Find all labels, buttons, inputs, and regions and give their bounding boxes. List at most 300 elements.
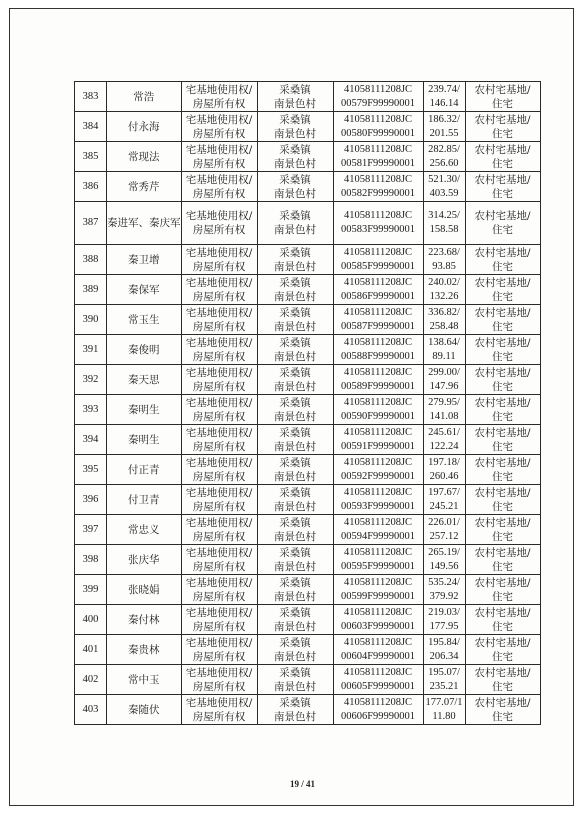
land-usage-line: 农村宅基地/ xyxy=(474,276,531,289)
location-line: 采桑镇 xyxy=(279,606,311,619)
unit-code-line: 41058111208JC xyxy=(343,516,413,528)
location-line: 南景色村 xyxy=(274,680,316,693)
location-cell xyxy=(257,695,333,725)
unit-code-line: 41058111208JC xyxy=(343,173,413,185)
unit-code-line: 41058111208JC xyxy=(343,576,413,588)
land-usage-line: 住宅 xyxy=(492,410,513,423)
land-usage-line: 住宅 xyxy=(492,650,513,663)
location-line: 采桑镇 xyxy=(279,306,311,319)
land-usage-line: 住宅 xyxy=(492,350,513,363)
row-number-cell: 401 xyxy=(75,635,107,665)
area-line: 177.95 xyxy=(429,620,459,632)
owner-name-cell: 秦明生 xyxy=(107,395,182,425)
area-line: 258.48 xyxy=(429,320,459,332)
location-line: 采桑镇 xyxy=(279,113,311,126)
table-row xyxy=(75,142,541,172)
location-cell xyxy=(257,545,333,575)
row-number-cell: 388 xyxy=(75,245,107,275)
land-usage-line: 住宅 xyxy=(492,260,513,273)
right-type-line: 房屋所有权 xyxy=(192,157,246,170)
land-usage-line: 农村宅基地/ xyxy=(474,366,531,379)
row-number-cell: 393 xyxy=(75,395,107,425)
unit-code-line: 00603F99990001 xyxy=(340,620,416,632)
land-usage-cell xyxy=(465,142,540,172)
unit-code-cell xyxy=(333,635,423,665)
unit-code-cell xyxy=(333,245,423,275)
table-row xyxy=(75,112,541,142)
right-type-line: 宅基地使用权/ xyxy=(185,143,253,156)
unit-code-line: 00593F99990001 xyxy=(340,500,416,512)
row-number-cell: 400 xyxy=(75,605,107,635)
land-usage-cell xyxy=(465,695,540,725)
land-usage-line: 农村宅基地/ xyxy=(474,83,531,96)
location-line: 南景色村 xyxy=(274,440,316,453)
location-line: 采桑镇 xyxy=(279,210,311,222)
area-line: 521.30/ xyxy=(428,173,460,185)
location-line: 采桑镇 xyxy=(279,173,311,186)
right-type-cell xyxy=(181,172,257,202)
area-line: 158.58 xyxy=(429,224,459,235)
location-cell xyxy=(257,305,333,335)
right-type-cell xyxy=(181,305,257,335)
row-number-cell: 397 xyxy=(75,515,107,545)
land-usage-line: 住宅 xyxy=(492,127,513,140)
owner-name-cell: 常忠义 xyxy=(107,515,182,545)
location-line: 采桑镇 xyxy=(279,696,311,709)
location-line: 南景色村 xyxy=(274,470,316,483)
table-row xyxy=(75,605,541,635)
unit-code-line: 00586F99990001 xyxy=(340,290,416,302)
land-usage-line: 农村宅基地/ xyxy=(474,576,531,589)
unit-code-line: 41058111208JC xyxy=(343,456,413,468)
unit-code-cell xyxy=(333,275,423,305)
unit-code-line: 41058111208JC xyxy=(343,306,413,318)
right-type-cell xyxy=(181,515,257,545)
area-cell xyxy=(423,515,465,545)
location-cell xyxy=(257,82,333,112)
location-line: 南景色村 xyxy=(274,530,316,543)
area-line: 256.60 xyxy=(429,157,459,169)
area-cell xyxy=(423,695,465,725)
location-line: 南景色村 xyxy=(274,187,316,200)
table-row xyxy=(75,665,541,695)
unit-code-line: 00589F99990001 xyxy=(340,380,416,392)
unit-code-cell xyxy=(333,112,423,142)
land-usage-line: 农村宅基地/ xyxy=(474,426,531,439)
right-type-line: 房屋所有权 xyxy=(192,680,246,693)
row-number-cell: 399 xyxy=(75,575,107,605)
area-line: 535.24/ xyxy=(428,576,460,588)
unit-code-cell xyxy=(333,142,423,172)
location-line: 南景色村 xyxy=(274,590,316,603)
area-line: 138.64/ xyxy=(428,336,460,348)
unit-code-cell xyxy=(333,605,423,635)
land-usage-cell xyxy=(465,545,540,575)
area-line: 226.01/ xyxy=(428,516,460,528)
land-usage-cell xyxy=(465,635,540,665)
table-row xyxy=(75,545,541,575)
right-type-line: 宅基地使用权/ xyxy=(185,636,253,649)
table-row xyxy=(75,395,541,425)
right-type-cell xyxy=(181,665,257,695)
land-usage-line: 农村宅基地/ xyxy=(474,173,531,186)
table-row xyxy=(75,515,541,545)
table-row xyxy=(75,202,541,245)
location-line: 采桑镇 xyxy=(279,636,311,649)
land-usage-cell xyxy=(465,605,540,635)
owner-name-cell: 秦卫增 xyxy=(107,245,182,275)
right-type-cell xyxy=(181,142,257,172)
right-type-line: 房屋所有权 xyxy=(192,560,246,573)
location-cell xyxy=(257,605,333,635)
right-type-line: 房屋所有权 xyxy=(192,187,246,200)
right-type-line: 宅基地使用权/ xyxy=(185,173,253,186)
area-line: 282.85/ xyxy=(428,143,460,155)
area-cell xyxy=(423,575,465,605)
land-usage-line: 农村宅基地/ xyxy=(474,336,531,349)
area-cell xyxy=(423,425,465,455)
right-type-line: 房屋所有权 xyxy=(192,260,246,273)
unit-code-cell xyxy=(333,82,423,112)
unit-code-cell xyxy=(333,172,423,202)
right-type-line: 房屋所有权 xyxy=(192,97,246,110)
location-line: 南景色村 xyxy=(274,500,316,513)
land-usage-cell xyxy=(465,455,540,485)
land-usage-line: 农村宅基地/ xyxy=(474,486,531,499)
table-row xyxy=(75,305,541,335)
area-cell xyxy=(423,275,465,305)
area-line: 197.67/ xyxy=(428,486,460,498)
unit-code-cell xyxy=(333,202,423,245)
right-type-cell xyxy=(181,575,257,605)
owner-name-cell: 秦付林 xyxy=(107,605,182,635)
owner-name-cell: 张晓娟 xyxy=(107,575,182,605)
right-type-cell xyxy=(181,455,257,485)
location-line: 采桑镇 xyxy=(279,546,311,559)
location-line: 南景色村 xyxy=(274,560,316,573)
location-line: 采桑镇 xyxy=(279,426,311,439)
right-type-line: 宅基地使用权/ xyxy=(185,396,253,409)
unit-code-line: 41058111208JC xyxy=(343,210,413,221)
unit-code-line: 00582F99990001 xyxy=(340,187,416,199)
row-number-cell: 386 xyxy=(75,172,107,202)
land-usage-cell xyxy=(465,202,540,245)
location-line: 采桑镇 xyxy=(279,276,311,289)
area-cell xyxy=(423,305,465,335)
land-usage-cell xyxy=(465,112,540,142)
location-cell xyxy=(257,515,333,545)
area-cell xyxy=(423,485,465,515)
land-usage-line: 住宅 xyxy=(492,157,513,170)
location-line: 采桑镇 xyxy=(279,366,311,379)
right-type-line: 宅基地使用权/ xyxy=(185,276,253,289)
right-type-cell xyxy=(181,545,257,575)
area-line: 245.61/ xyxy=(428,426,460,438)
area-line: 235.21 xyxy=(429,680,459,692)
location-line: 南景色村 xyxy=(274,320,316,333)
unit-code-line: 41058111208JC xyxy=(343,246,413,258)
right-type-line: 房屋所有权 xyxy=(192,650,246,663)
unit-code-line: 00587F99990001 xyxy=(340,320,416,332)
right-type-line: 宅基地使用权/ xyxy=(185,516,253,529)
right-type-line: 宅基地使用权/ xyxy=(185,246,253,259)
area-line: 132.26 xyxy=(429,290,459,302)
location-line: 采桑镇 xyxy=(279,396,311,409)
area-cell xyxy=(423,635,465,665)
area-cell xyxy=(423,82,465,112)
right-type-line: 房屋所有权 xyxy=(192,440,246,453)
right-type-line: 房屋所有权 xyxy=(192,127,246,140)
location-line: 采桑镇 xyxy=(279,666,311,679)
land-usage-cell xyxy=(465,275,540,305)
unit-code-cell xyxy=(333,665,423,695)
right-type-cell xyxy=(181,82,257,112)
right-type-line: 宅基地使用权/ xyxy=(185,546,253,559)
area-line: 336.82/ xyxy=(428,306,460,318)
right-type-cell xyxy=(181,365,257,395)
right-type-line: 房屋所有权 xyxy=(192,590,246,603)
row-number-cell: 402 xyxy=(75,665,107,695)
right-type-cell xyxy=(181,605,257,635)
unit-code-line: 41058111208JC xyxy=(343,83,413,95)
right-type-line: 宅基地使用权/ xyxy=(185,696,253,709)
area-line: 299.00/ xyxy=(428,366,460,378)
land-usage-line: 住宅 xyxy=(492,620,513,633)
row-number-cell: 389 xyxy=(75,275,107,305)
location-line: 采桑镇 xyxy=(279,576,311,589)
owner-name-cell: 秦随伏 xyxy=(107,695,182,725)
area-line: 93.85 xyxy=(432,260,456,272)
table-row xyxy=(75,82,541,112)
owner-name-cell: 常浩 xyxy=(107,82,182,112)
area-line: 403.59 xyxy=(429,187,459,199)
row-number-cell: 403 xyxy=(75,695,107,725)
row-number-cell: 391 xyxy=(75,335,107,365)
land-usage-line: 农村宅基地/ xyxy=(474,456,531,469)
land-usage-cell xyxy=(465,575,540,605)
area-line: 260.46 xyxy=(429,470,459,482)
land-usage-cell xyxy=(465,665,540,695)
area-cell xyxy=(423,335,465,365)
location-cell xyxy=(257,335,333,365)
location-cell xyxy=(257,395,333,425)
row-number-cell: 387 xyxy=(75,202,107,245)
area-line: 245.21 xyxy=(429,500,459,512)
right-type-line: 房屋所有权 xyxy=(192,224,246,236)
unit-code-line: 41058111208JC xyxy=(343,696,413,708)
area-line: 314.25/ xyxy=(428,210,460,221)
unit-code-line: 41058111208JC xyxy=(343,143,413,155)
land-usage-line: 农村宅基地/ xyxy=(474,666,531,679)
area-line: 379.92 xyxy=(429,590,459,602)
right-type-line: 宅基地使用权/ xyxy=(185,113,253,126)
area-line: 201.55 xyxy=(429,127,459,139)
table-row xyxy=(75,245,541,275)
owner-name-cell: 常玉生 xyxy=(107,305,182,335)
land-usage-line: 农村宅基地/ xyxy=(474,143,531,156)
owner-name-cell: 秦天思 xyxy=(107,365,182,395)
area-line: 177.07/1 xyxy=(425,696,463,708)
area-line: 122.24 xyxy=(429,440,459,452)
unit-code-cell xyxy=(333,575,423,605)
row-number-cell: 390 xyxy=(75,305,107,335)
unit-code-line: 41058111208JC xyxy=(343,606,413,618)
unit-code-line: 00604F99990001 xyxy=(340,650,416,662)
land-usage-line: 农村宅基地/ xyxy=(474,606,531,619)
right-type-line: 房屋所有权 xyxy=(192,320,246,333)
land-usage-cell xyxy=(465,425,540,455)
land-usage-line: 住宅 xyxy=(492,710,513,723)
location-line: 采桑镇 xyxy=(279,336,311,349)
location-cell xyxy=(257,665,333,695)
location-line: 南景色村 xyxy=(274,650,316,663)
right-type-cell xyxy=(181,695,257,725)
right-type-cell xyxy=(181,485,257,515)
land-usage-line: 农村宅基地/ xyxy=(474,396,531,409)
unit-code-line: 00606F99990001 xyxy=(340,710,416,722)
location-line: 南景色村 xyxy=(274,350,316,363)
unit-code-line: 41058111208JC xyxy=(343,636,413,648)
land-usage-line: 农村宅基地/ xyxy=(474,246,531,259)
location-cell xyxy=(257,575,333,605)
unit-code-cell xyxy=(333,305,423,335)
unit-code-line: 00583F99990001 xyxy=(340,224,416,235)
area-line: 11.80 xyxy=(432,710,456,722)
unit-code-line: 00588F99990001 xyxy=(340,350,416,362)
location-line: 南景色村 xyxy=(274,620,316,633)
unit-code-cell xyxy=(333,335,423,365)
owner-name-cell: 常秀芹 xyxy=(107,172,182,202)
area-cell xyxy=(423,545,465,575)
land-usage-line: 农村宅基地/ xyxy=(474,696,531,709)
unit-code-line: 00605F99990001 xyxy=(340,680,416,692)
location-cell xyxy=(257,455,333,485)
unit-code-line: 41058111208JC xyxy=(343,666,413,678)
area-cell xyxy=(423,172,465,202)
table-row xyxy=(75,275,541,305)
unit-code-cell xyxy=(333,695,423,725)
location-cell xyxy=(257,485,333,515)
land-usage-cell xyxy=(465,305,540,335)
location-line: 南景色村 xyxy=(274,410,316,423)
land-usage-line: 住宅 xyxy=(492,500,513,513)
unit-code-cell xyxy=(333,485,423,515)
land-usage-line: 住宅 xyxy=(492,680,513,693)
right-type-line: 房屋所有权 xyxy=(192,530,246,543)
land-usage-cell xyxy=(465,395,540,425)
location-line: 南景色村 xyxy=(274,157,316,170)
location-cell xyxy=(257,245,333,275)
area-cell xyxy=(423,202,465,245)
owner-name-cell: 秦俊明 xyxy=(107,335,182,365)
area-line: 279.95/ xyxy=(428,396,460,408)
right-type-cell xyxy=(181,635,257,665)
right-type-line: 房屋所有权 xyxy=(192,470,246,483)
unit-code-line: 41058111208JC xyxy=(343,396,413,408)
right-type-cell xyxy=(181,112,257,142)
unit-code-line: 00590F99990001 xyxy=(340,410,416,422)
land-usage-line: 住宅 xyxy=(492,187,513,200)
location-line: 采桑镇 xyxy=(279,83,311,96)
property-register-table xyxy=(74,81,541,725)
location-line: 采桑镇 xyxy=(279,456,311,469)
area-cell xyxy=(423,142,465,172)
unit-code-line: 00580F99990001 xyxy=(340,127,416,139)
row-number-cell: 395 xyxy=(75,455,107,485)
area-line: 146.14 xyxy=(429,97,459,109)
unit-code-line: 41058111208JC xyxy=(343,546,413,558)
row-number-cell: 384 xyxy=(75,112,107,142)
right-type-line: 房屋所有权 xyxy=(192,410,246,423)
location-line: 南景色村 xyxy=(274,710,316,723)
unit-code-line: 00599F99990001 xyxy=(340,590,416,602)
land-usage-line: 农村宅基地/ xyxy=(474,113,531,126)
right-type-cell xyxy=(181,245,257,275)
area-line: 206.34 xyxy=(429,650,459,662)
area-line: 195.07/ xyxy=(428,666,460,678)
area-line: 239.74/ xyxy=(428,83,460,95)
land-usage-line: 农村宅基地/ xyxy=(474,516,531,529)
area-line: 147.96 xyxy=(429,380,459,392)
right-type-line: 宅基地使用权/ xyxy=(185,456,253,469)
table-row xyxy=(75,455,541,485)
land-usage-cell xyxy=(465,485,540,515)
page-number: 19 / 41 xyxy=(289,779,315,789)
area-line: 141.08 xyxy=(429,410,459,422)
unit-code-cell xyxy=(333,515,423,545)
land-usage-cell xyxy=(465,82,540,112)
right-type-line: 宅基地使用权/ xyxy=(185,366,253,379)
table-row xyxy=(75,485,541,515)
right-type-line: 宅基地使用权/ xyxy=(185,210,253,222)
land-usage-line: 住宅 xyxy=(492,97,513,110)
right-type-cell xyxy=(181,395,257,425)
right-type-line: 宅基地使用权/ xyxy=(185,486,253,499)
location-cell xyxy=(257,635,333,665)
location-line: 南景色村 xyxy=(274,260,316,273)
owner-name-cell: 常现法 xyxy=(107,142,182,172)
right-type-cell xyxy=(181,275,257,305)
unit-code-line: 00591F99990001 xyxy=(340,440,416,452)
unit-code-line: 00579F99990001 xyxy=(340,97,416,109)
row-number-cell: 392 xyxy=(75,365,107,395)
area-line: 89.11 xyxy=(432,350,456,362)
unit-code-line: 00581F99990001 xyxy=(340,157,416,169)
unit-code-cell xyxy=(333,395,423,425)
unit-code-line: 41058111208JC xyxy=(343,113,413,125)
location-line: 南景色村 xyxy=(274,290,316,303)
area-line: 257.12 xyxy=(429,530,459,542)
table-body xyxy=(75,82,541,725)
unit-code-cell xyxy=(333,365,423,395)
row-number-cell: 396 xyxy=(75,485,107,515)
location-line: 采桑镇 xyxy=(279,143,311,156)
unit-code-line: 00585F99990001 xyxy=(340,260,416,272)
land-usage-line: 住宅 xyxy=(492,440,513,453)
area-cell xyxy=(423,245,465,275)
right-type-line: 宅基地使用权/ xyxy=(185,576,253,589)
table-row xyxy=(75,635,541,665)
land-usage-cell xyxy=(465,515,540,545)
owner-name-cell: 付正青 xyxy=(107,455,182,485)
right-type-line: 宅基地使用权/ xyxy=(185,426,253,439)
land-usage-line: 农村宅基地/ xyxy=(474,306,531,319)
area-cell xyxy=(423,112,465,142)
table-row xyxy=(75,425,541,455)
location-cell xyxy=(257,142,333,172)
land-usage-line: 住宅 xyxy=(492,290,513,303)
location-line: 采桑镇 xyxy=(279,486,311,499)
